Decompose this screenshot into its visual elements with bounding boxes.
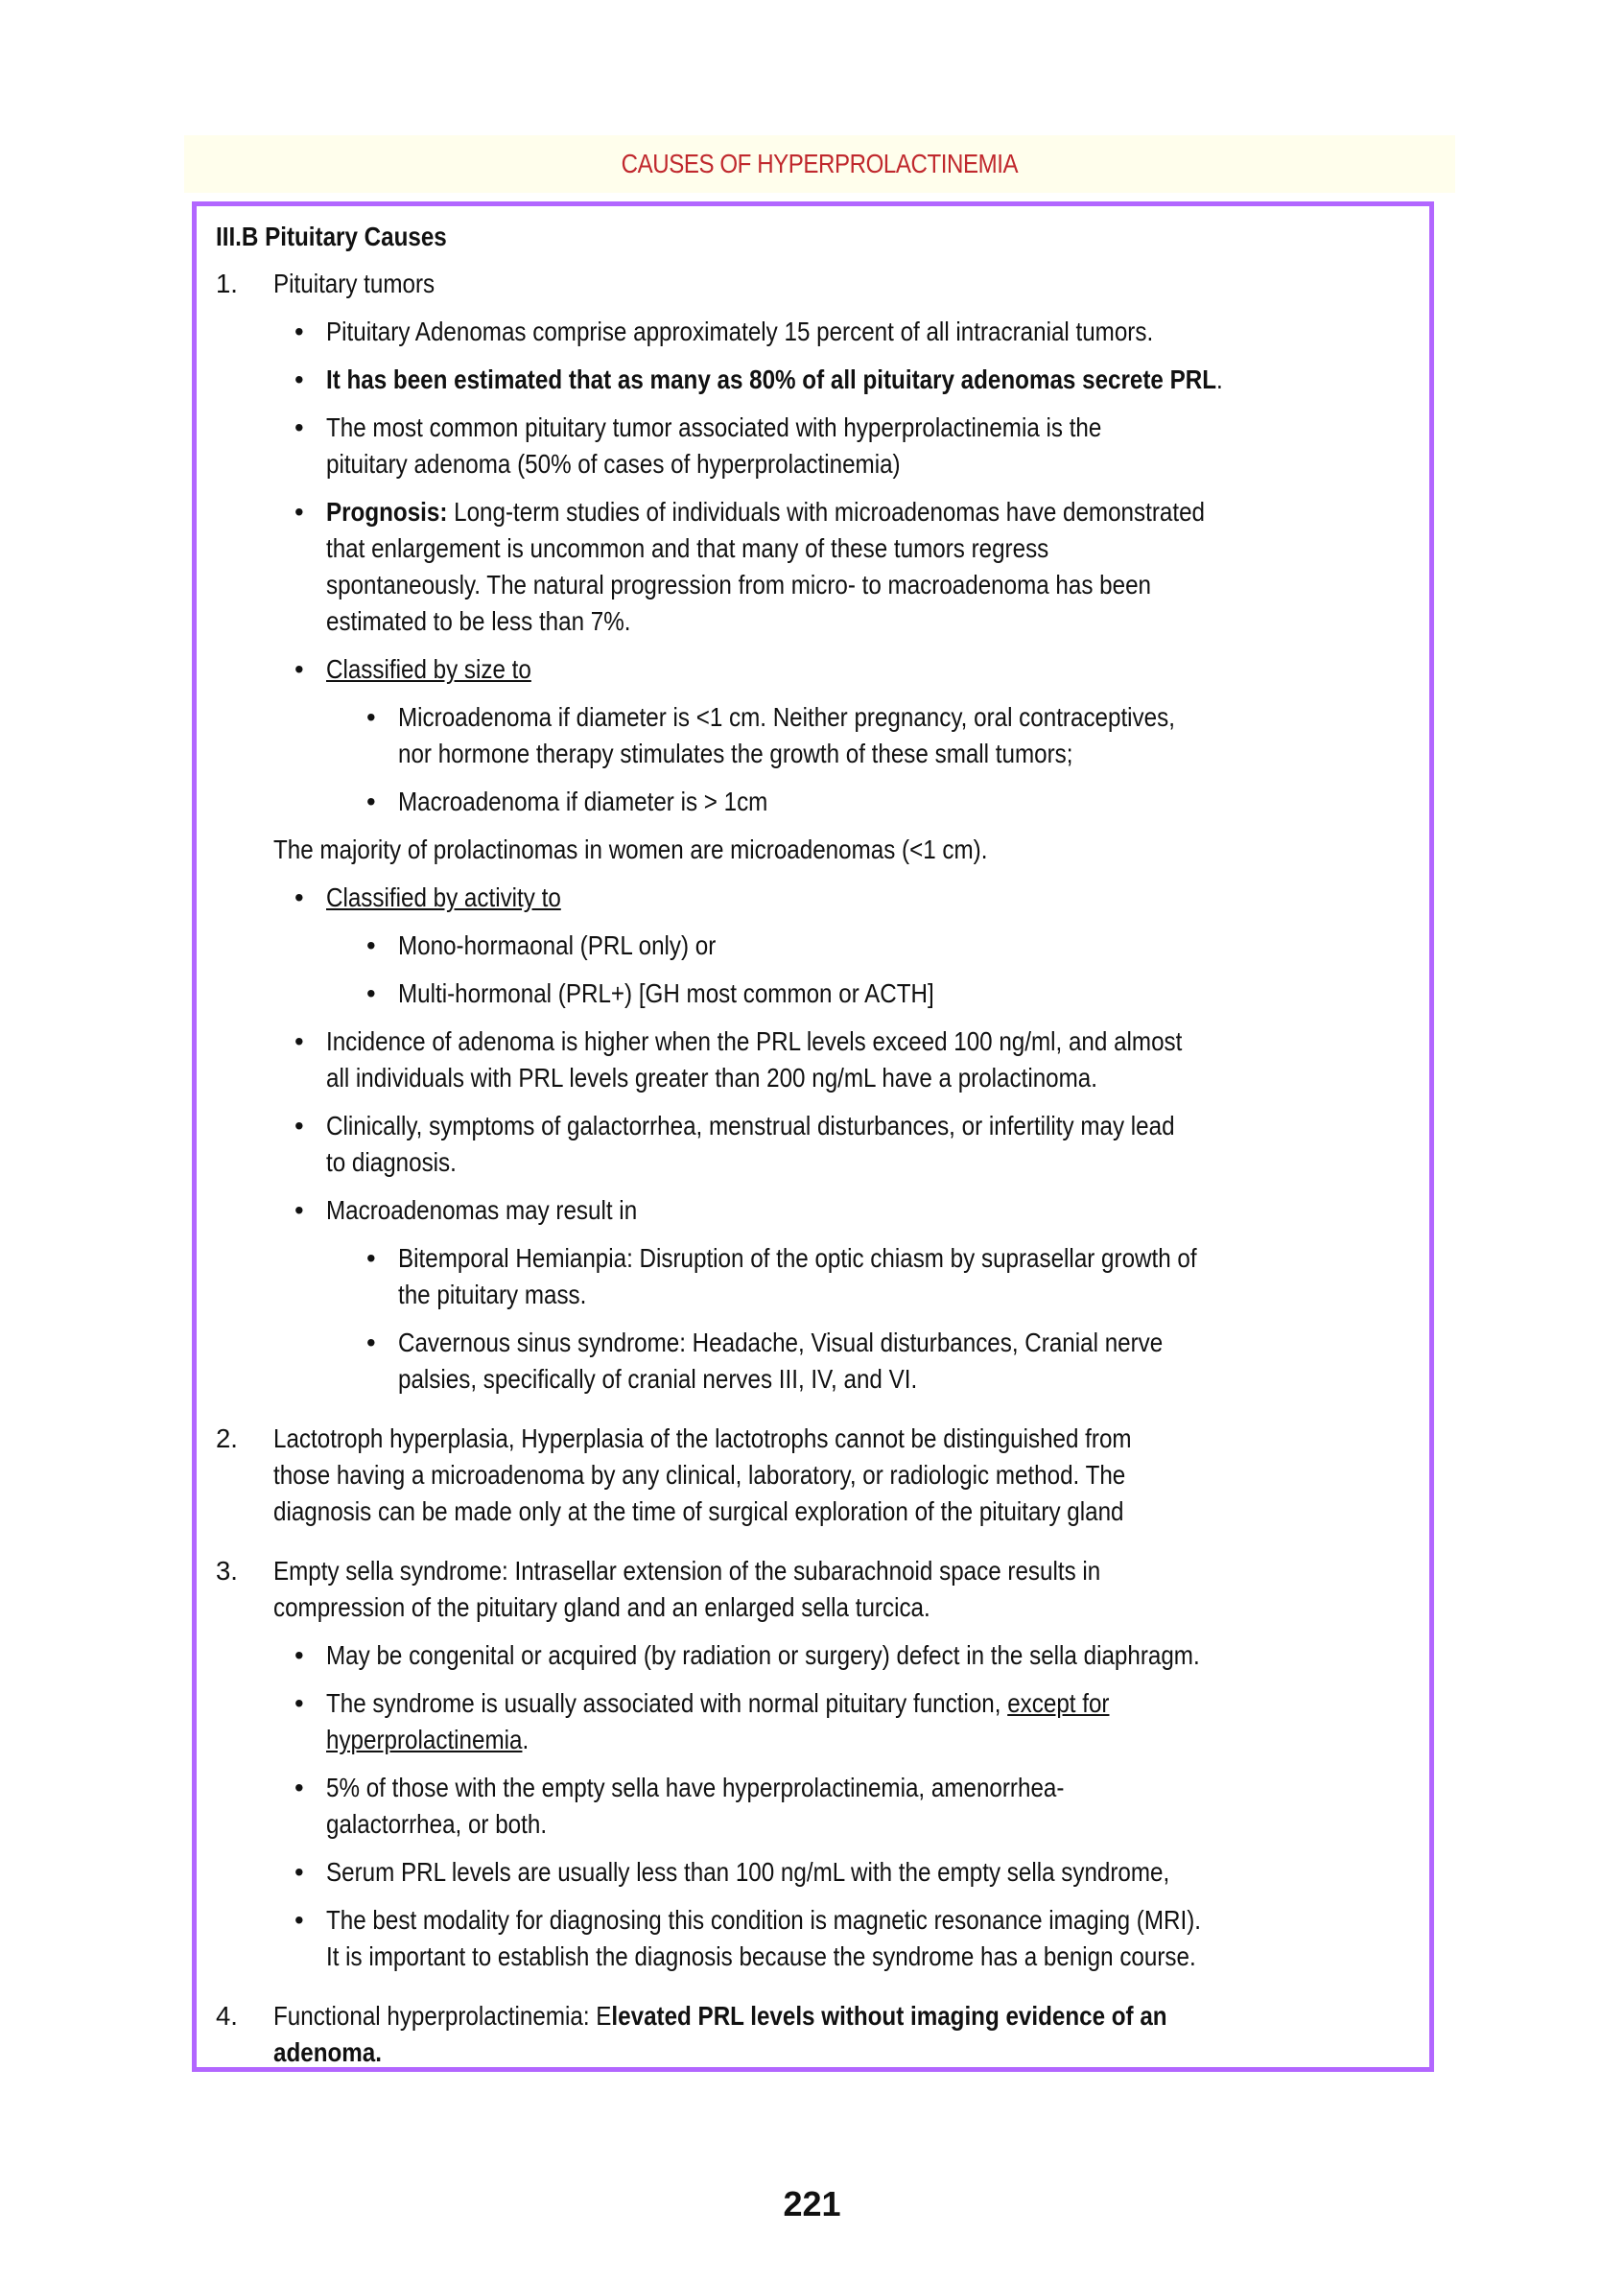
bullet-icon: • bbox=[366, 1328, 376, 1357]
bullet-icon: • bbox=[294, 1111, 304, 1140]
bullet-icon: • bbox=[366, 930, 376, 960]
bullet-item-prognosis: • Prognosis: Long-term studies of individuals with microadenomas have demonstrated that enlargement is uncommon and that many of these tumors regress spontaneously. The natural progression from micro- to macroadenoma has been estimated to be less than 7%. bbox=[273, 494, 1429, 640]
list-item-2: 2. Lactotroph hyperplasia, Hyperplasia of the lactotrophs cannot be distinguished from those having a microadenoma by any clinical, laboratory, or radiologic method. The diagnosis can be made only at the time of surgical exploration of the pituitary gland bbox=[216, 1421, 1429, 1530]
bullet-item: • Serum PRL levels are usually less than 100 ng/mL with the empty sella syndrome, bbox=[273, 1854, 1429, 1891]
bullet-icon: • bbox=[294, 882, 304, 912]
bullet-icon: • bbox=[294, 317, 304, 346]
bullet-icon: • bbox=[294, 1773, 304, 1802]
item-number: 1. bbox=[216, 269, 238, 298]
title-band bbox=[184, 135, 1455, 193]
bullet-icon: • bbox=[294, 1905, 304, 1935]
bullet-item: • Pituitary Adenomas comprise approximately 15 percent of all intracranial tumors. bbox=[273, 314, 1429, 350]
bullet-icon: • bbox=[294, 497, 304, 527]
bullet-icon: • bbox=[294, 1026, 304, 1056]
bullet-icon: • bbox=[294, 412, 304, 442]
sub-bullet-item: • Microadenoma if diameter is <1 cm. Neither pregnancy, oral contraceptives, nor hormone therapy stimulates the growth of these small tumors; bbox=[345, 699, 1429, 772]
bullet-icon: • bbox=[366, 702, 376, 732]
list-item-3: 3. Empty sella syndrome: Intrasellar extension of the subarachnoid space results in compression of the pituitary gland and an enlarged sella turcica. bbox=[216, 1553, 1429, 1626]
bullet-icon: • bbox=[366, 1243, 376, 1273]
bullet-icon: • bbox=[294, 1640, 304, 1670]
bullet-item: • Macroadenomas may result in bbox=[273, 1192, 1429, 1229]
item-number: 3. bbox=[216, 1556, 238, 1586]
bullet-icon: • bbox=[294, 364, 304, 394]
page-number: 221 bbox=[783, 2184, 841, 2223]
bullet-icon: • bbox=[294, 1195, 304, 1225]
list-item-4: 4. Functional hyperprolactinemia: Elevated PRL levels without imaging evidence of an adenoma. bbox=[216, 1998, 1429, 2071]
bullet-icon: • bbox=[294, 1688, 304, 1718]
bullet-item: • It has been estimated that as many as 80% of all pituitary adenomas secrete PRL. bbox=[273, 362, 1429, 398]
bullet-icon: • bbox=[294, 1857, 304, 1887]
bullet-item-activity: • Classified by activity to bbox=[273, 880, 1429, 916]
bullet-item: • The syndrome is usually associated with normal pituitary function, except for hyperprolactinemia. bbox=[273, 1685, 1429, 1758]
bullet-item-size: • Classified by size to bbox=[273, 651, 1429, 688]
bullet-item: • Incidence of adenoma is higher when the PRL levels exceed 100 ng/ml, and almost all individuals with PRL levels greater than 200 ng/mL have a prolactinoma. bbox=[273, 1023, 1429, 1096]
bullet-item: • The most common pituitary tumor associated with hyperprolactinemia is the pituitary adenoma (50% of cases of hyperprolactinemia) bbox=[273, 410, 1429, 482]
bullet-item: • May be congenital or acquired (by radiation or surgery) defect in the sella diaphragm. bbox=[273, 1637, 1429, 1674]
note-text: The majority of prolactinomas in women are microadenomas (<1 cm). bbox=[273, 835, 988, 864]
list-item-1 bbox=[216, 266, 1429, 302]
item-number: 2. bbox=[216, 1423, 238, 1453]
sub-bullet-item: • Macroadenoma if diameter is > 1cm bbox=[345, 784, 1429, 820]
item-number: 4. bbox=[216, 2001, 238, 2031]
page-title: CAUSES OF HYPERPROLACTINEMIA bbox=[621, 149, 1019, 178]
content-box bbox=[192, 201, 1434, 2072]
sub-bullet-item: • Cavernous sinus syndrome: Headache, Visual disturbances, Cranial nerve palsies, specifically of cranial nerves III, IV, and VI. bbox=[345, 1325, 1429, 1398]
bullet-icon: • bbox=[294, 654, 304, 684]
section-heading: III.B Pituitary Causes bbox=[216, 222, 447, 251]
bullet-item: • 5% of those with the empty sella have hyperprolactinemia, amenorrhea- galactorrhea, or both. bbox=[273, 1770, 1429, 1843]
sub-bullet-item: • Multi-hormonal (PRL+) [GH most common or ACTH] bbox=[345, 976, 1429, 1012]
bullet-item: • Clinically, symptoms of galactorrhea, menstrual disturbances, or infertility may lead to diagnosis. bbox=[273, 1108, 1429, 1181]
sub-bullet-item: • Mono-hormaonal (PRL only) or bbox=[345, 928, 1429, 964]
bullet-icon: • bbox=[366, 787, 376, 816]
sub-bullet-item: • Bitemporal Hemianpia: Disruption of the optic chiasm by suprasellar growth of the pituitary mass. bbox=[345, 1240, 1429, 1313]
bullet-item: • The best modality for diagnosing this condition is magnetic resonance imaging (MRI). It is important to establish the diagnosis because the syndrome has a benign course. bbox=[273, 1902, 1429, 1975]
bullet-icon: • bbox=[366, 978, 376, 1008]
item-label: Pituitary tumors bbox=[273, 269, 435, 298]
